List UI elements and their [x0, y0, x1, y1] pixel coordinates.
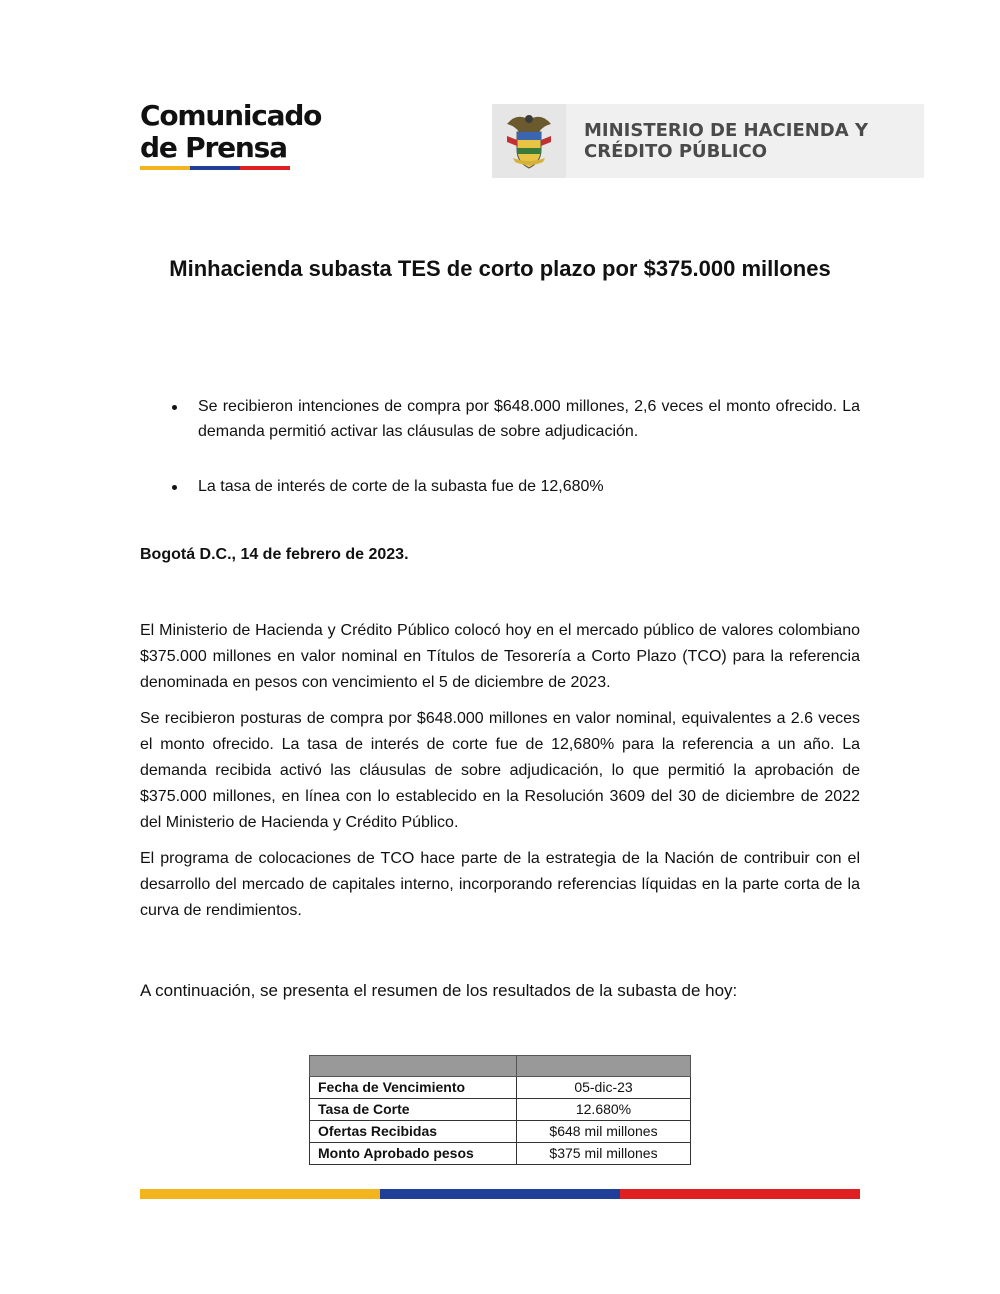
- stripe-yellow: [140, 1189, 380, 1199]
- table-header-row: [310, 1056, 691, 1077]
- press-release-title: Minhacienda subasta TES de corto plazo por $375.000 millones: [169, 256, 831, 281]
- row-value: 12.680%: [517, 1099, 691, 1121]
- stripe-red: [620, 1189, 860, 1199]
- ministry-logo: [492, 104, 924, 178]
- body-text: [140, 618, 860, 934]
- row-value: $648 mil millones: [517, 1121, 691, 1143]
- bullet-icon: [172, 485, 177, 490]
- row-label: Monto Aprobado pesos: [310, 1143, 517, 1165]
- table-header-cell: [517, 1056, 691, 1077]
- highlights-list: [140, 394, 860, 499]
- paragraph: El Ministerio de Hacienda y Crédito Público colocó hoy en el mercado público de valores colombiano $375.000 millones en valor nominal en Títulos de Tesorería a Corto Plazo (TCO) para la referencia denominada en pesos con vencimiento el 5 de diciembre de 2023.: [140, 622, 860, 691]
- footer-color-stripe: [140, 1189, 860, 1199]
- brand-color-stripe: [140, 166, 290, 170]
- ministry-name-line-1: MINISTERIO DE HACIENDA Y: [584, 120, 868, 141]
- stripe-blue: [380, 1189, 620, 1199]
- paragraph: El programa de colocaciones de TCO hace parte de la estrategia de la Nación de contribuir con el desarrollo del mercado de capitales interno, incorporando referencias líquidas en la parte corta de la curva de rendimientos.: [140, 850, 860, 919]
- table-header-cell: [310, 1056, 517, 1077]
- colombia-coat-of-arms-icon: [492, 104, 566, 178]
- highlight-item: [140, 394, 860, 444]
- results-table: [309, 1055, 691, 1165]
- table-row: [310, 1077, 691, 1099]
- press-release-brand: [140, 100, 350, 170]
- row-label: Fecha de Vencimiento: [310, 1077, 517, 1099]
- highlight-item: [140, 474, 860, 499]
- brand-line-1: Comunicado: [140, 99, 322, 132]
- table-row: [310, 1143, 691, 1165]
- highlight-text: La tasa de interés de corte de la subasta fue de 12,680%: [198, 478, 604, 495]
- ministry-name-line-2: CRÉDITO PÚBLICO: [584, 141, 768, 162]
- paragraph: Se recibieron posturas de compra por $648.000 millones en valor nominal, equivalentes a 2.6 veces el monto ofrecido. La tasa de interés de corte fue de 12,680% para la referencia a un año. La demanda recibida activó las cláusulas de sobre adjudicación, lo que permitió la aprobación de $375.000 millones, en línea con lo establecido en la Resolución 3609 del 30 de diciembre de 2022 del Ministerio de Hacienda y Crédito Público.: [140, 710, 860, 831]
- row-value: $375 mil millones: [517, 1143, 691, 1165]
- table-row: [310, 1099, 691, 1121]
- row-value: 05-dic-23: [517, 1077, 691, 1099]
- bullet-icon: [172, 405, 177, 410]
- brand-line-2: de Prensa: [140, 131, 287, 164]
- table-row: [310, 1121, 691, 1143]
- dateline: Bogotá D.C., 14 de febrero de 2023.: [140, 546, 409, 563]
- row-label: Tasa de Corte: [310, 1099, 517, 1121]
- results-intro: A continuación, se presenta el resumen de los resultados de la subasta de hoy:: [140, 981, 738, 1000]
- highlight-text: Se recibieron intenciones de compra por $648.000 millones, 2,6 veces el monto ofrecido. La demanda permitió activar las cláusulas de sobre adjudicación.: [198, 398, 860, 440]
- row-label: Ofertas Recibidas: [310, 1121, 517, 1143]
- ministry-name: [584, 120, 868, 162]
